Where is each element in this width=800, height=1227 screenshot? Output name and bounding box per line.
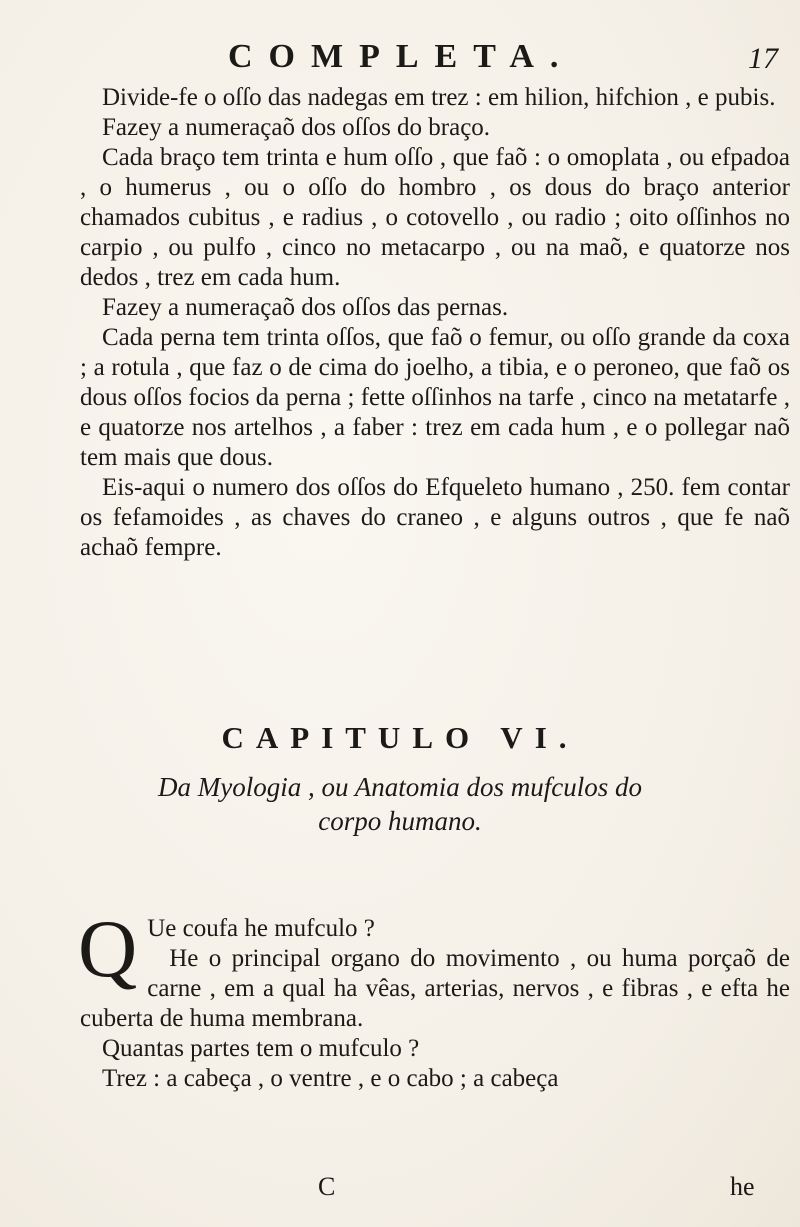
answer-paragraph: Trez : a cabeça , o ventre , e o cabo ; a cabeça	[102, 1065, 559, 1092]
paragraph: Divide-fe o oſſo das nadegas em trez : em hilion, hifchion , e pubis.	[102, 84, 776, 111]
paragraph: Cada braço tem trinta e hum oſſo , que faõ : o omoplata , ou efpadoa , o humerus , ou o oſſo do hombro , os dous do braço anterior chamados cubitus , e radius , o cotovello , ou radio ; oito oſſinhos no carpio , ou pulfo , cinco no metacarpo , ou na maõ, e quatorze nos dedos , trez em cada hum.	[80, 144, 790, 291]
question-paragraph: Quantas partes tem o mufculo ?	[102, 1035, 420, 1062]
page-footer	[0, 1172, 800, 1206]
signature-mark: C	[318, 1172, 336, 1201]
chapter-subtitle	[0, 770, 800, 838]
page-header	[0, 38, 800, 82]
chapter-subtitle-line: corpo humano.	[318, 806, 482, 836]
question-answer-section	[78, 903, 790, 1094]
running-head: COMPLETA.	[228, 38, 575, 75]
question-text: Ue coufa he mufculo ?	[147, 915, 375, 942]
chapter-title: CAPITULO VI.	[221, 720, 579, 755]
chapter-subtitle-line: Da Myologia , ou Anatomia dos mufculos do	[158, 772, 642, 802]
paragraph: Cada perna tem trinta oſſos, que faõ o femur, ou oſſo grande da coxa ; a rotula , que faz o de cima do joelho, a tibia, e o peroneo, que faõ os dous oſſos focios da perna ; fette oſſinhos na tarfe , cinco na metatarfe , e quatorze nos artelhos , a faber : trez em cada hum , e o pollegar naõ tem mais que dous.	[80, 324, 790, 471]
paragraph: Fazey a numeraçaõ dos oſſos das pernas.	[102, 294, 509, 321]
catchword: he	[730, 1172, 755, 1201]
page-number: 17	[748, 42, 778, 75]
answer-paragraph: He o principal organo do movimento , ou huma porçaõ de carne , em a qual ha vêas, arterias, nervos , e fibras , e efta he cuberta de huma membrana.	[80, 945, 790, 1032]
paragraph: Fazey a numeraçaõ dos oſſos do braço.	[102, 114, 491, 141]
body-text-top	[80, 83, 790, 563]
drop-cap: Q	[78, 903, 138, 994]
paragraph: Eis-aqui o numero dos oſſos do Efqueleto humano , 250. fem contar os fefamoides , as chaves do craneo , e alguns outros , que fe naõ achaõ fempre.	[80, 474, 790, 561]
